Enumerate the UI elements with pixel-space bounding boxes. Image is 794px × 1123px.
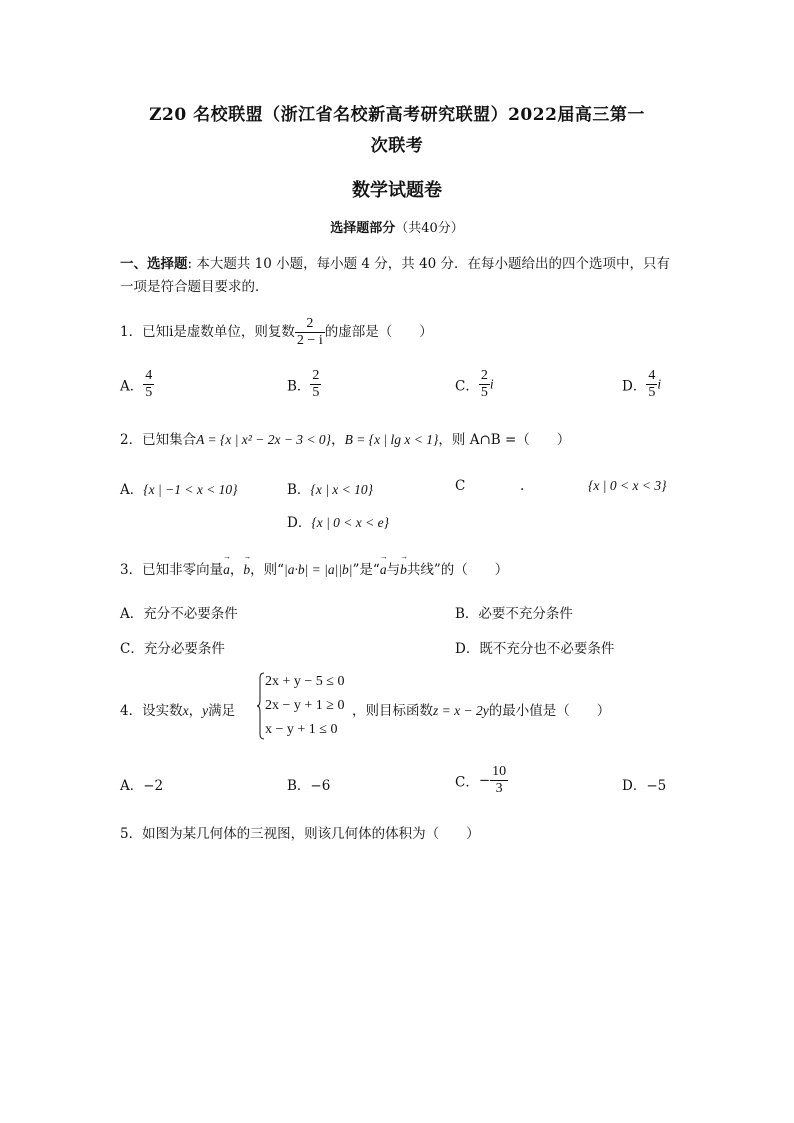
q3-vector-a2: → a bbox=[380, 562, 387, 577]
q4-var-x: x bbox=[182, 703, 189, 718]
q3-option-a: A．充分不必要条件 bbox=[120, 606, 238, 622]
q2-a-label: A． bbox=[120, 482, 144, 498]
q1-suffix: 的虚部是（ ） bbox=[324, 324, 433, 340]
q1-b-frac bbox=[310, 368, 321, 401]
q4-c-num: 10 bbox=[492, 764, 507, 779]
q4-option-a bbox=[120, 774, 163, 794]
exam-title-line1: Z20 名校联盟（浙江省名校新高考研究联盟）2022届高三第一 bbox=[149, 105, 645, 125]
q4-suffix-line bbox=[352, 699, 610, 719]
q4-inequality-system bbox=[257, 672, 367, 744]
q4-d-text: −5 bbox=[646, 778, 667, 794]
q4-b-label: B． bbox=[287, 778, 311, 794]
q3-comma: ， bbox=[229, 562, 244, 578]
q2-d-label: D． bbox=[287, 515, 312, 531]
q2-option-c-label: C bbox=[455, 478, 466, 494]
q4-c-label: C． bbox=[455, 774, 479, 791]
q1-d-num: 4 bbox=[648, 368, 656, 383]
q4-b-text: −6 bbox=[310, 778, 331, 794]
q4-inequality-3: x − y + 1 ≤ 0 bbox=[265, 722, 338, 737]
q1-d-i: i bbox=[657, 376, 662, 392]
q1-c-den: 5 bbox=[480, 385, 488, 401]
q4-c-frac bbox=[490, 764, 508, 797]
instructions-text1: : 本大题共 10 小题，每小题 4 分，共 40 分．在每小题给出的四个选项中，只有 bbox=[187, 256, 671, 272]
instructions-line1 bbox=[120, 252, 680, 272]
q3-option-c: C．充分必要条件 bbox=[120, 641, 225, 657]
q2-b-label: B． bbox=[287, 482, 311, 498]
q4-suffix2: 的最小值是（ ） bbox=[488, 703, 611, 719]
section-heading bbox=[0, 217, 794, 236]
q2-option-a bbox=[120, 478, 238, 498]
q2-option-c-dot: . bbox=[520, 478, 525, 494]
q1-c-label: C． bbox=[455, 378, 479, 395]
q4-option-c bbox=[455, 764, 508, 797]
q1-option-d bbox=[622, 368, 661, 401]
q4-comma: ， bbox=[188, 703, 203, 719]
q3-option-d: D．既不充分也不必要条件 bbox=[455, 641, 615, 657]
q4-mid: 满足 bbox=[208, 703, 236, 719]
q4-inequality-2: 2x − y + 1 ≥ 0 bbox=[265, 698, 345, 713]
q1-fraction bbox=[295, 316, 325, 349]
q4-option-d bbox=[622, 774, 666, 794]
exam-title-line2: 次联考 bbox=[370, 136, 424, 156]
q2-a-text: {x | −1 < x < 10} bbox=[143, 482, 238, 497]
q1-a-num: 4 bbox=[145, 368, 153, 383]
q1-a-frac bbox=[143, 368, 154, 401]
q1-b-den: 5 bbox=[312, 385, 320, 401]
q3-mid: ，则“ bbox=[250, 562, 284, 578]
q1-prefix: 1．已知i是虚数单位，则复数 bbox=[120, 324, 295, 340]
section-heading-bold: 选择题部分 bbox=[330, 221, 396, 236]
q1-option-a bbox=[120, 368, 154, 401]
q4-inequality-1: 2x + y − 5 ≤ 0 bbox=[265, 674, 345, 689]
q3-vector-b2: → b bbox=[400, 562, 407, 577]
q1-a-den: 5 bbox=[145, 385, 153, 401]
instructions-line2: 一项是符合题目要求的． bbox=[120, 279, 269, 295]
instructions-label: 一、选择题 bbox=[120, 256, 188, 272]
q1-d-frac bbox=[646, 368, 657, 401]
q4-a-text: −2 bbox=[143, 778, 164, 794]
q4-c-den: 3 bbox=[490, 780, 508, 797]
q1-option-b bbox=[287, 368, 321, 401]
q1-frac-num: 2 bbox=[306, 315, 314, 331]
q1-frac-den: 2 − i bbox=[296, 333, 323, 348]
q4-c-sign: − bbox=[478, 772, 491, 789]
question-3 bbox=[120, 558, 680, 578]
q2-set-a: A = {x | x² − 2x − 3 < 0} bbox=[196, 432, 332, 447]
q1-a-label: A． bbox=[120, 378, 144, 395]
q1-c-num: 2 bbox=[480, 368, 488, 383]
q1-c-i: i bbox=[489, 376, 494, 392]
q3-option-b: B．必要不充分条件 bbox=[455, 606, 573, 622]
q2-sep: ， bbox=[331, 432, 345, 448]
q4-suffix1: ，则目标函数 bbox=[352, 703, 433, 719]
q2-option-c-text: {x | 0 < x < 3} bbox=[588, 478, 667, 493]
q3-vector-a: → a bbox=[223, 562, 230, 577]
q1-d-label: D． bbox=[622, 378, 647, 395]
question-2 bbox=[120, 428, 680, 448]
q3-prefix: 3．已知非零向量 bbox=[120, 562, 224, 578]
q3-and: 与 bbox=[386, 562, 401, 578]
q3-condition: |a·b| = |a||b| bbox=[284, 562, 353, 577]
section-heading-score: （共40分） bbox=[395, 221, 464, 236]
q1-option-c bbox=[455, 368, 494, 401]
q4-a-label: A． bbox=[120, 778, 144, 794]
q2-option-b bbox=[287, 478, 373, 498]
q4-d-label: D． bbox=[622, 778, 647, 794]
q4-prefix: 4．设实数 bbox=[120, 703, 183, 719]
q4-objective: z = x − 2y bbox=[433, 703, 489, 718]
q2-set-b: B = {x | lg x < 1} bbox=[344, 432, 439, 447]
q1-c-frac bbox=[479, 368, 490, 401]
q4-system-brace bbox=[257, 672, 265, 740]
q1-b-num: 2 bbox=[312, 368, 320, 383]
q2-suffix: ，则 A∩B =（ ） bbox=[438, 432, 571, 448]
q2-b-text: {x | x < 10} bbox=[310, 482, 374, 497]
question-5: 5．如图为某几何体的三视图，则该几何体的体积为（ ） bbox=[120, 826, 480, 842]
q4-var-y: y bbox=[202, 703, 209, 718]
q2-prefix: 2．已知集合 bbox=[120, 432, 197, 448]
subject-title: 数学试题卷 bbox=[352, 180, 442, 201]
q3-mid2: ”是“ bbox=[352, 562, 380, 578]
q1-b-label: B． bbox=[287, 378, 311, 395]
q3-suffix: 共线”的（ ） bbox=[406, 562, 509, 578]
question-1 bbox=[120, 312, 680, 352]
q2-d-text: {x | 0 < x < e} bbox=[311, 515, 390, 530]
q3-vector-b: → b bbox=[243, 562, 250, 577]
q4-option-b bbox=[287, 774, 330, 794]
q4-prefix-line bbox=[120, 699, 235, 719]
q2-option-d bbox=[287, 511, 389, 531]
q1-d-den: 5 bbox=[648, 385, 656, 401]
